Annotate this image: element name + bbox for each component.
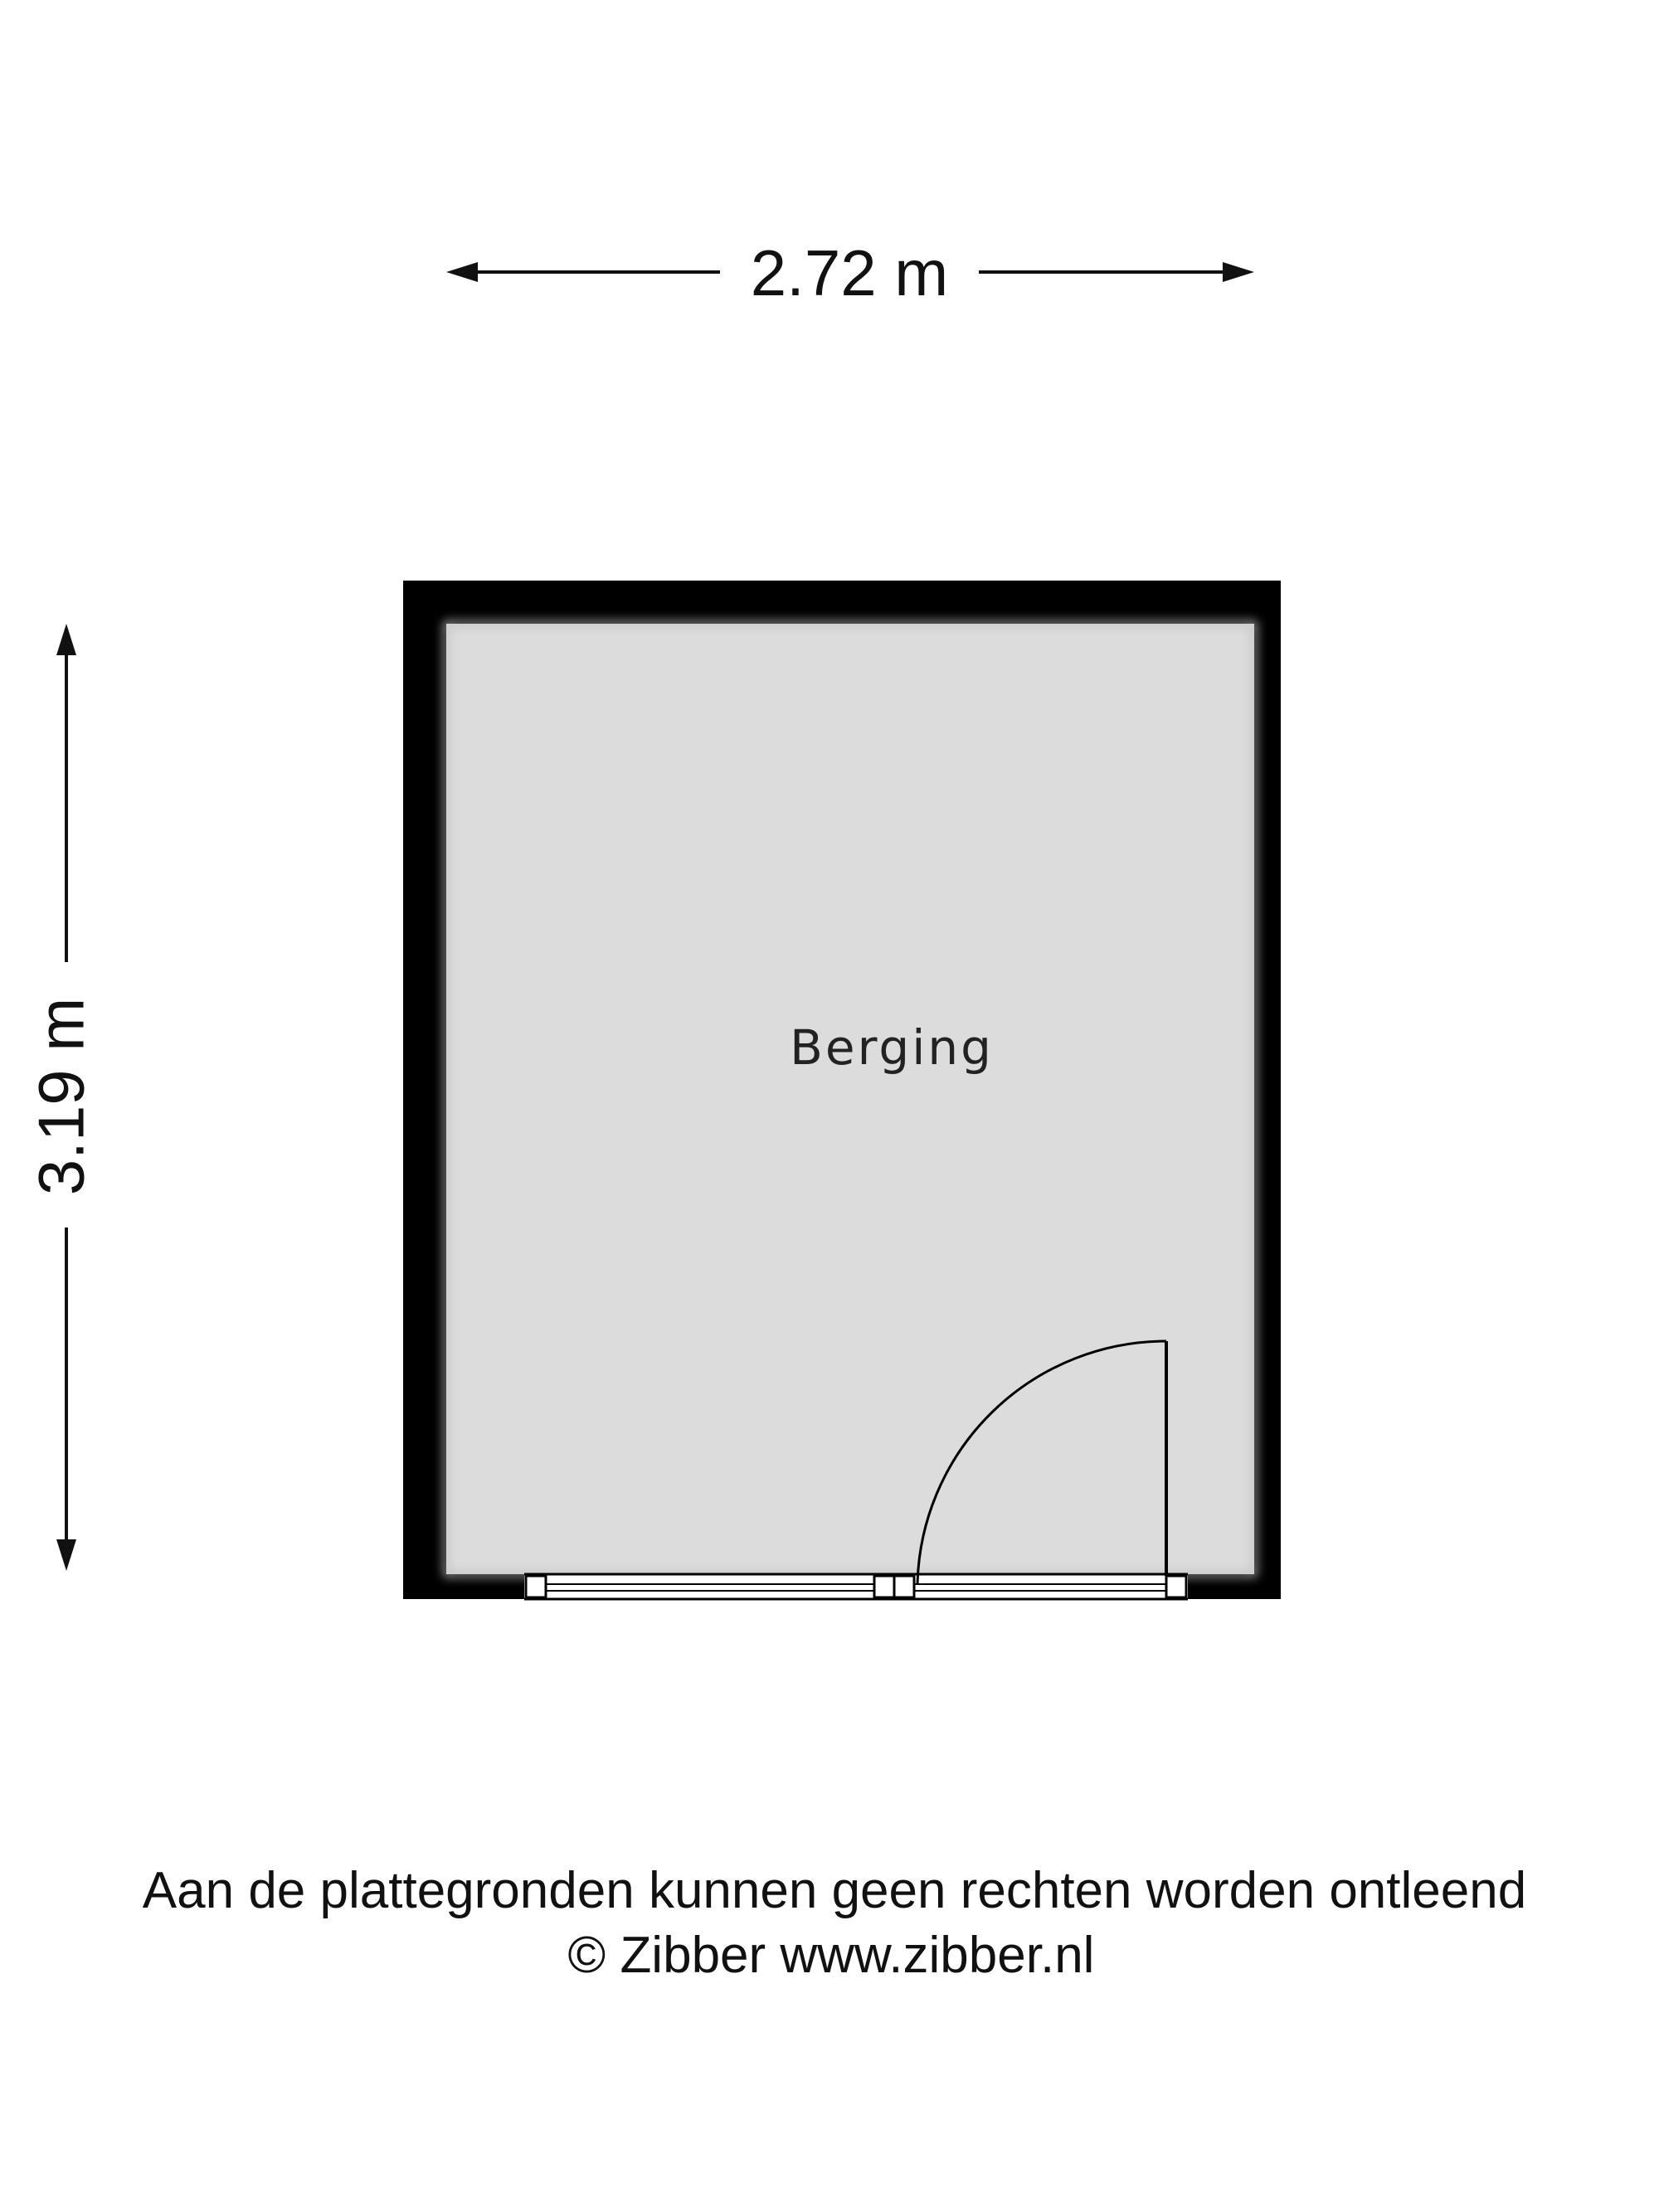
height-dimension: [25, 624, 98, 1571]
disclaimer-text: Aan de plattegronden kunnen geen rechten worden ontleend: [142, 1862, 1527, 1919]
room-floor: [446, 624, 1254, 1574]
room-label-berging: Berging: [790, 1019, 994, 1076]
copyright-text: © Zibber www.zibber.nl: [567, 1927, 1095, 1984]
height-dimension-label: 3.19 m: [24, 997, 98, 1196]
width-dimension-label: 2.72 m: [750, 236, 949, 309]
door-opening: [524, 1574, 1188, 1599]
width-dimension: [446, 236, 1254, 309]
